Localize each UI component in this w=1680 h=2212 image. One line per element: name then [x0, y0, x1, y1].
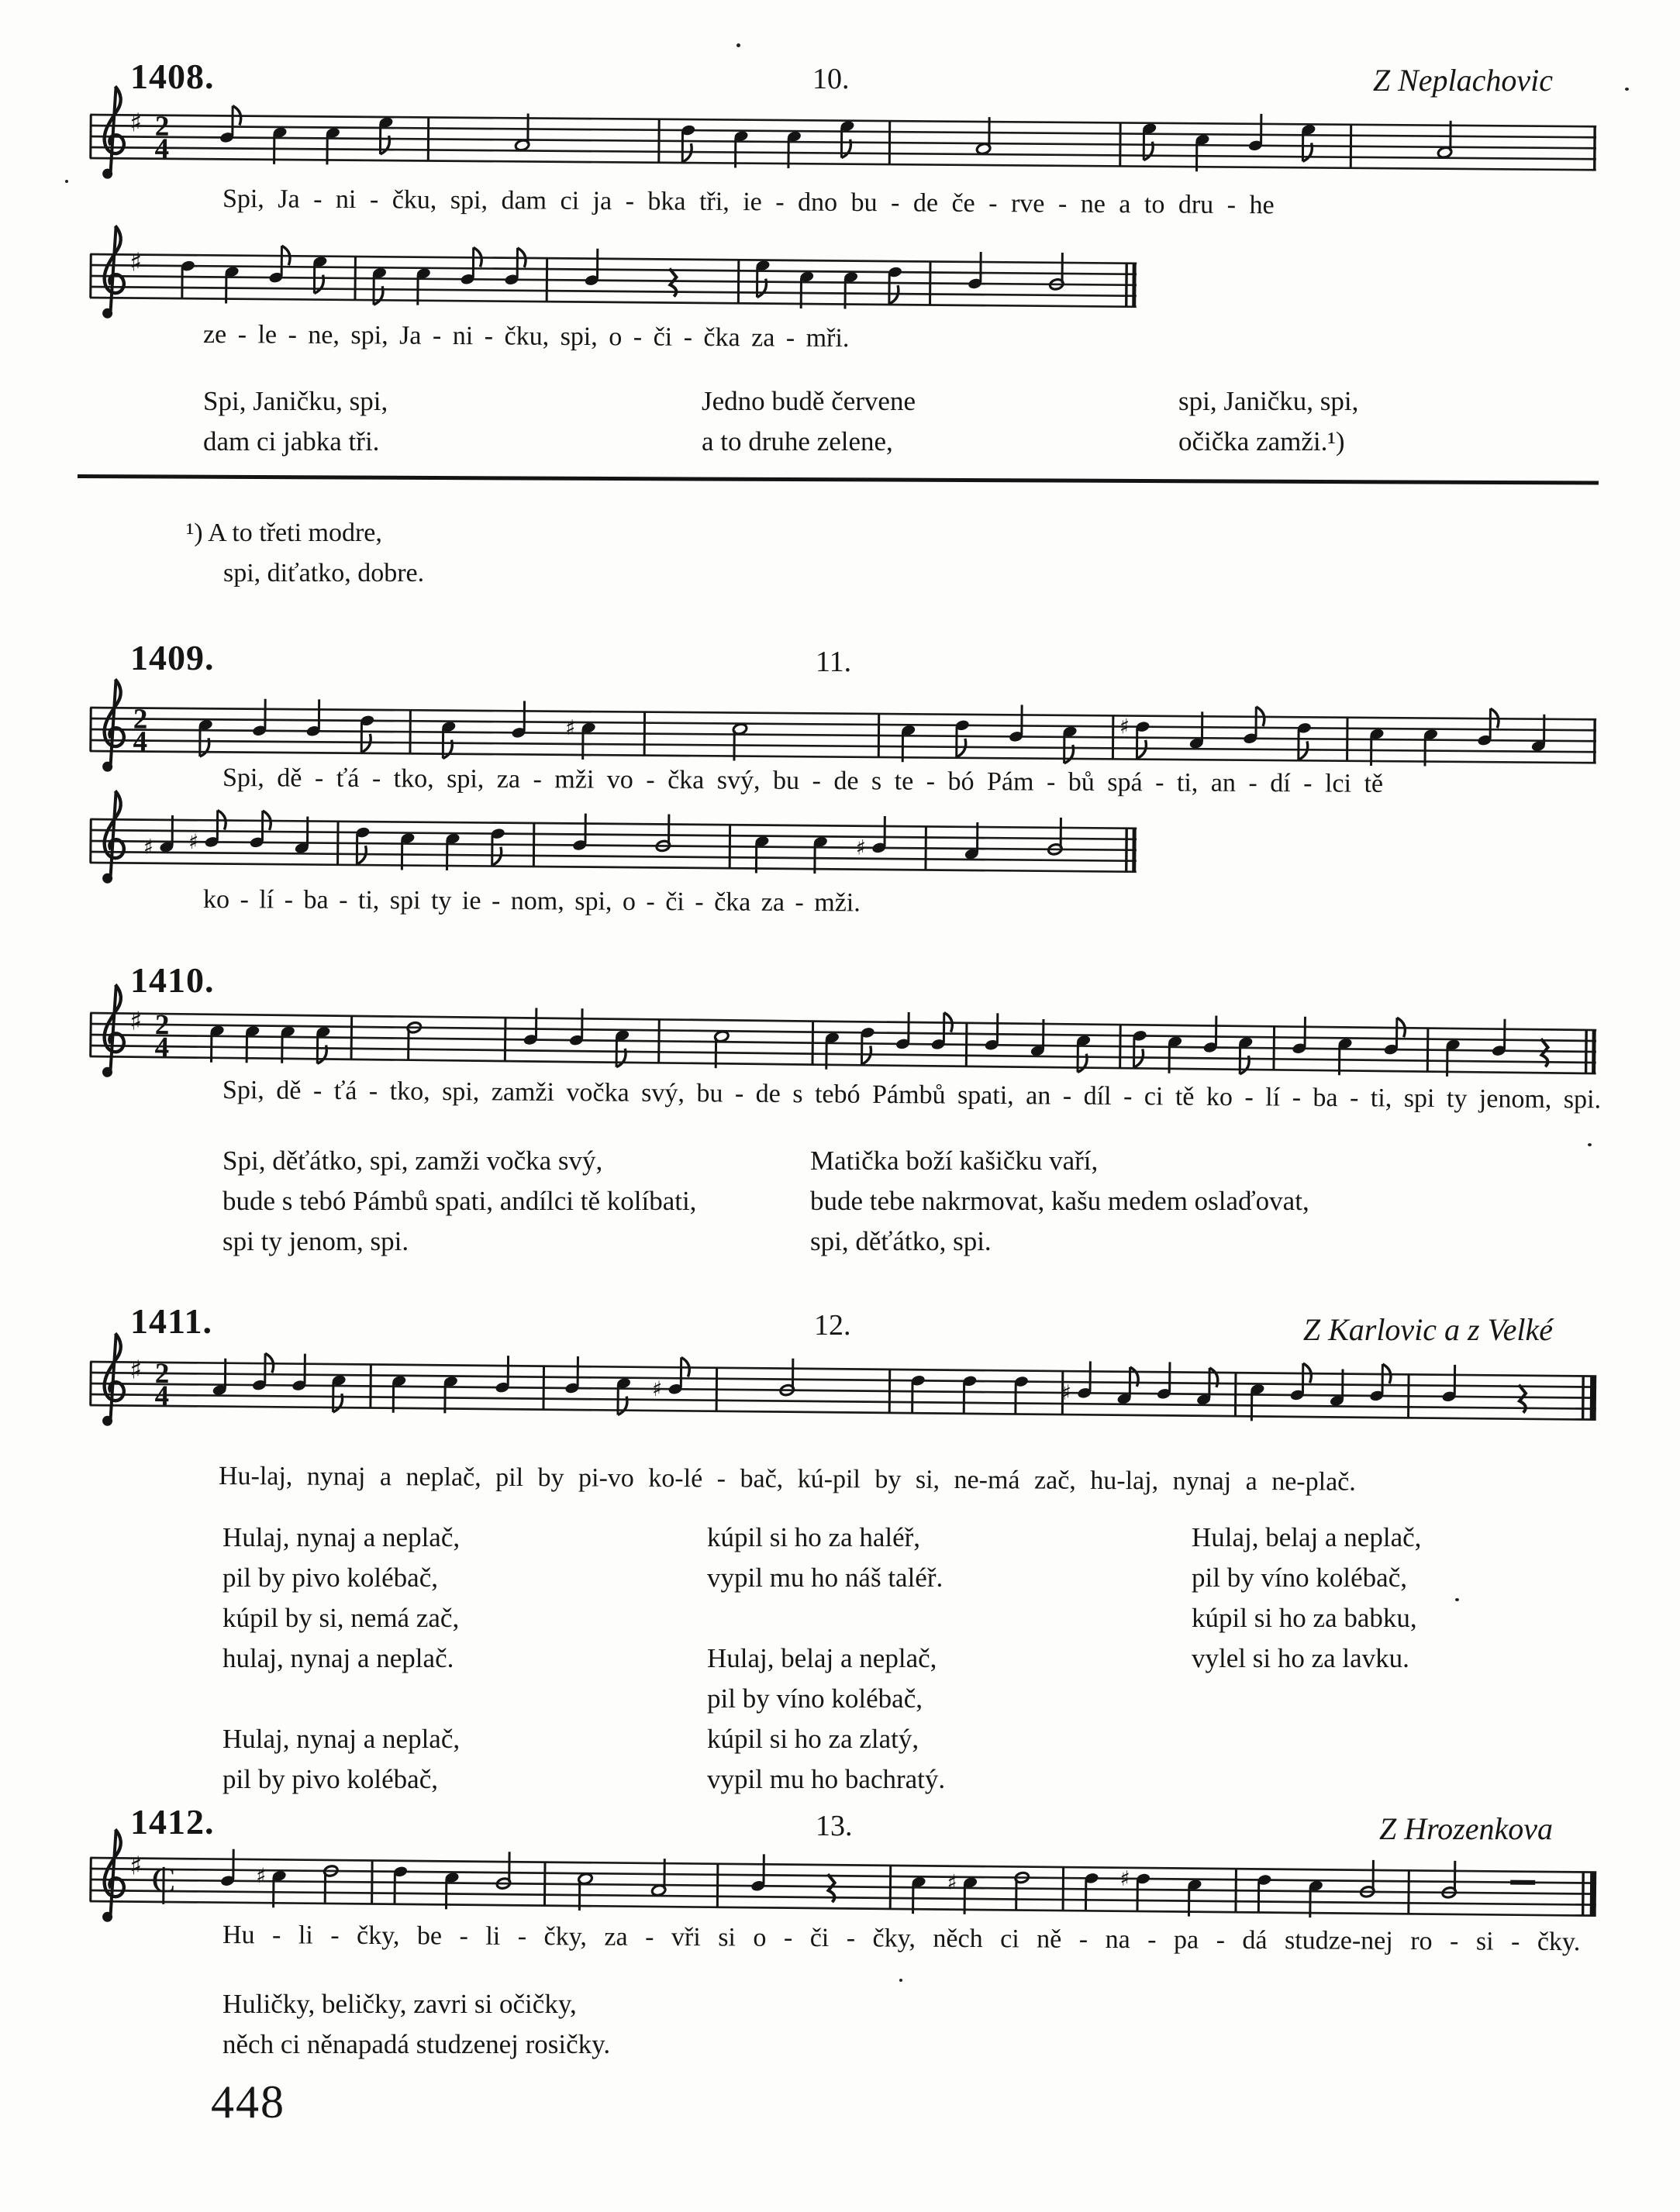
verse-line: Jedno budě červene [702, 386, 916, 416]
verse-column [223, 1518, 460, 1800]
treble-clef-icon [102, 86, 124, 179]
svg-text:♯: ♯ [651, 1376, 663, 1402]
svg-text:4: 4 [154, 1031, 170, 1064]
verse-line: pil by víno kolébač, [707, 1683, 923, 1714]
lyrics-line: Spi, dě - ťá - tko, spi, za - mži vo - čka svý, bu - de s te - bó Pám - bů spá - ti, an - dí - lci tě [222, 763, 1384, 798]
verse-line: Matička boží kašičku vaří, [810, 1146, 1099, 1176]
treble-clef-icon [102, 1333, 125, 1426]
footnote-divider [78, 474, 1599, 485]
song-1408-source: Z Neplachovic [1372, 63, 1553, 98]
verse-line: spi ty jenom, spi. [223, 1226, 409, 1256]
song-1408-seq: 10. [812, 63, 850, 95]
scan-speck [899, 1979, 902, 1982]
lyrics-line: ze - le - ne, spi, Ja - ni - čku, spi, o - či - čka za - mři. [202, 320, 850, 353]
music-staff [88, 1327, 1597, 1458]
svg-text:4: 4 [133, 725, 148, 758]
treble-clef-icon [102, 791, 124, 884]
song-1410-number: 1410. [130, 960, 215, 1000]
scan-speck [1455, 1598, 1459, 1601]
treble-clef-icon [102, 226, 124, 319]
svg-text:♯: ♯ [1119, 1866, 1130, 1891]
verse-column [1192, 1518, 1421, 1679]
verse-line: pil by pivo kolébač, [223, 1563, 439, 1593]
lyrics-line: ko - lí - ba - ti, spi ty ie - nom, spi, o - či - čka za - mži. [202, 885, 861, 918]
verse-line: kúpil si ho za zlatý, [707, 1724, 919, 1754]
verse-column [1178, 381, 1358, 462]
svg-text:♯: ♯ [565, 715, 576, 740]
page-number: 448 [211, 2076, 285, 2128]
verse-line: očička zamži.¹) [1178, 426, 1345, 457]
song-1411-source: Z Karlovic a z Velké [1302, 1312, 1553, 1347]
verse-line: pil by víno kolébač, [1192, 1563, 1408, 1593]
footnote-line: spi, diťatko, dobre. [223, 559, 425, 587]
verse-line: bude s tebó Pámbů spati, andílci tě kolíbati, [223, 1186, 697, 1216]
verse-line: vypil mu ho bachratý. [707, 1764, 946, 1794]
song-1412-source: Z Hrozenkova [1378, 1811, 1553, 1846]
verse-line: kúpil si ho za haléř, [707, 1522, 921, 1552]
footnote [186, 513, 424, 594]
song-1409-number: 1409. [130, 638, 215, 677]
svg-text:♯: ♯ [129, 1354, 143, 1385]
song-1409-seq: 11. [816, 646, 852, 678]
svg-text:2: 2 [154, 110, 170, 143]
svg-text:2: 2 [154, 1357, 170, 1390]
verse-line: dam ci jabka tři. [203, 426, 380, 457]
svg-text:2: 2 [154, 1008, 170, 1042]
verse-column [223, 1984, 610, 2065]
verse-line: hulaj, nynaj a neplač. [223, 1643, 454, 1673]
lyrics-line: Spi, dě - ťá - tko, spi, zamži vočka svý, bu - de s tebó Pámbů spati, an - díl - ci tě ko - lí - ba - ti, spi ty jenom, spi. [222, 1076, 1602, 1115]
verse-line: Huličky, beličky, zavri si očičky, [223, 1989, 577, 2019]
verse-column [707, 1518, 945, 1800]
svg-text:♯: ♯ [129, 1005, 143, 1036]
verse-line [223, 1679, 460, 1719]
svg-text:♯: ♯ [188, 830, 199, 855]
lyrics-line: Spi, Ja - ni - čku, spi, dam ci ja - bka tři, ie - dno bu - de če - rve - ne a to dru - he [222, 184, 1275, 220]
verse-line: Hulaj, nynaj a neplač, [223, 1724, 461, 1754]
verse-line: spi, děťátko, spi. [810, 1226, 992, 1256]
verse-line: pil by pivo kolébač, [223, 1764, 439, 1794]
verse-line: Hulaj, nynaj a neplač, [223, 1522, 461, 1552]
svg-text:♯: ♯ [256, 1864, 267, 1889]
verse-column [223, 1141, 696, 1262]
lyrics-line: Hu-laj, nynaj a neplač, pil by pi-vo ko-lé - bač, kú-pil by si, ne-má zač, hu-laj, nynaj a ne-plač. [218, 1462, 1356, 1497]
verse-column [810, 1141, 1309, 1262]
verse-line: vypil mu ho náš taléř. [707, 1563, 943, 1593]
svg-text:C: C [151, 1859, 176, 1900]
lyrics-line: Hu - li - čky, be - li - čky, za - vři si o - či - čky, něch ci ně - na - pa - dá studze-nej ro - si - čky. [222, 1921, 1581, 1957]
verse-line: Spi, děťátko, spi, zamži vočka svý, [223, 1146, 603, 1176]
scan-speck [737, 43, 740, 47]
svg-text:♯: ♯ [143, 835, 154, 860]
treble-clef-icon [102, 679, 124, 772]
scan-speck [1625, 88, 1629, 91]
svg-text:4: 4 [154, 133, 170, 165]
svg-text:♯: ♯ [1061, 1381, 1072, 1406]
song-1412-seq: 13. [816, 1810, 853, 1842]
treble-clef-icon [102, 1829, 125, 1922]
svg-text:♯: ♯ [129, 107, 143, 138]
treble-clef-icon [102, 984, 125, 1077]
song-1411-seq: 12. [814, 1309, 851, 1342]
verse-line: kúpil si ho za babku, [1192, 1603, 1417, 1633]
verse-line: Hulaj, belaj a neplač, [1192, 1522, 1422, 1552]
svg-text:♯: ♯ [129, 246, 143, 277]
verse-line: něch ci něnapadá studzenej rosičky. [223, 2029, 611, 2059]
verse-line: Hulaj, belaj a neplač, [707, 1643, 937, 1673]
svg-text:♯: ♯ [855, 836, 867, 860]
song-1411-number: 1411. [130, 1301, 212, 1341]
scan-speck [65, 180, 68, 183]
verse-column [702, 381, 916, 462]
verse-line: Spi, Janičku, spi, [203, 386, 388, 416]
svg-text:♯: ♯ [947, 1870, 957, 1895]
song-1412-number: 1412. [130, 1802, 215, 1842]
verse-line: kúpil by si, nemá zač, [223, 1603, 460, 1633]
svg-text:4: 4 [154, 1380, 170, 1412]
song-1408-number: 1408. [130, 57, 215, 96]
svg-text:♯: ♯ [129, 1850, 143, 1881]
svg-text:2: 2 [133, 703, 148, 736]
verse-line [707, 1598, 945, 1638]
verse-line: vylel si ho za lavku. [1192, 1643, 1409, 1673]
verse-line: bude tebe nakrmovat, kašu medem oslaďovat, [810, 1186, 1309, 1216]
svg-text:♯: ♯ [1119, 715, 1130, 739]
scan-speck [1588, 1143, 1592, 1146]
verse-line: a to druhe zelene, [702, 426, 893, 457]
verse-column [203, 381, 388, 462]
footnote-line: ¹) A to třeti modre, [186, 519, 382, 547]
verse-line: spi, Janičku, spi, [1178, 386, 1359, 416]
